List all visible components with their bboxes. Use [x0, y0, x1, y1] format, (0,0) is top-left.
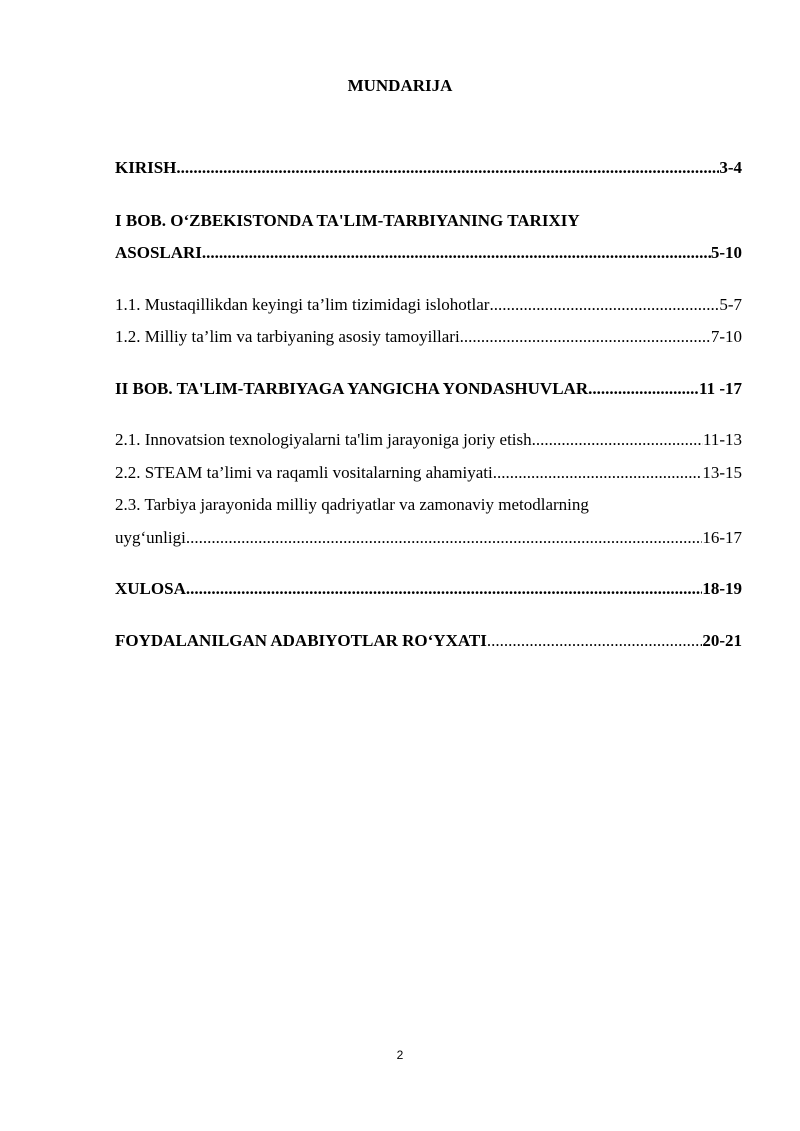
toc-entry-chapter1[interactable] — [115, 241, 742, 265]
toc-entry-label: XULOSA — [115, 579, 186, 598]
toc-entry-2-2[interactable] — [115, 461, 742, 485]
toc-entry-page: 5-7 — [719, 295, 742, 314]
toc-entry-page: 5-10 — [710, 243, 742, 262]
toc-leader-dots — [186, 577, 702, 601]
toc-entry-label: 1.1. Mustaqillikdan keyingi ta’lim tizimidagi islohotlar — [115, 295, 490, 314]
toc-entry-page: 7-10 — [710, 327, 742, 346]
toc-leader-dots — [489, 293, 719, 317]
page-title: MUNDARIJA — [347, 76, 453, 95]
toc-entry-page: 11-13 — [702, 430, 742, 449]
toc-entry-1-2[interactable] — [115, 325, 742, 349]
toc-entry-label: KIRISH — [115, 158, 177, 177]
toc-entry-label: 2.1. Innovatsion texnologiyalarni ta'lim jarayoniga joriy etish — [115, 430, 532, 449]
toc-leader-dots — [588, 377, 699, 401]
toc-entry-chapter2[interactable] — [115, 377, 742, 401]
toc-entry-label: FOYDALANILGAN ADABIYOTLAR RO‘YXATI — [115, 631, 487, 650]
toc-entry-label: uyg‘unligi — [115, 528, 186, 547]
toc-leader-dots — [176, 156, 719, 180]
toc-entry-2-1[interactable] — [115, 428, 742, 452]
toc-entry-label: II BOB. TA'LIM-TARBIYAGA YANGICHA YONDASHUVLAR — [115, 379, 589, 398]
toc-leader-dots — [487, 629, 703, 653]
toc-entry-2-3-line1[interactable]: 2.3. Tarbiya jarayonida milliy qadriyatlar va zamonaviy metodlarning — [115, 495, 589, 514]
toc-entry-page: 20-21 — [702, 631, 742, 650]
toc-entry-page: 13-15 — [702, 463, 742, 482]
page-number: 2 — [396, 1048, 404, 1062]
toc-entry-references[interactable] — [115, 629, 742, 653]
toc-leader-dots — [532, 428, 703, 452]
toc-entry-label: ASOSLARI — [115, 243, 202, 262]
toc-entry-page: 18-19 — [702, 579, 742, 598]
toc-entry-label: 2.2. STEAM ta’limi va raqamli vositalarning ahamiyati — [115, 463, 493, 482]
toc-leader-dots — [493, 461, 703, 485]
toc-entry-page: 11 -17 — [699, 379, 742, 398]
toc-entry-xulosa[interactable] — [115, 577, 742, 601]
toc-entry-kirish[interactable] — [115, 156, 742, 180]
toc-entry-1-1[interactable] — [115, 293, 742, 317]
toc-entry-page: 3-4 — [719, 158, 742, 177]
toc-entry-chapter1-line1[interactable]: I BOB. O‘ZBEKISTONDA TA'LIM-TARBIYANING TARIXIY — [115, 211, 580, 230]
toc-leader-dots — [202, 241, 711, 265]
toc-leader-dots — [460, 325, 711, 349]
toc-entry-2-3[interactable] — [115, 526, 742, 550]
toc-entry-page: 16-17 — [702, 528, 742, 547]
toc-leader-dots — [186, 526, 702, 550]
toc-entry-label: 1.2. Milliy ta’lim va tarbiyaning asosiy tamoyillari — [115, 327, 460, 346]
